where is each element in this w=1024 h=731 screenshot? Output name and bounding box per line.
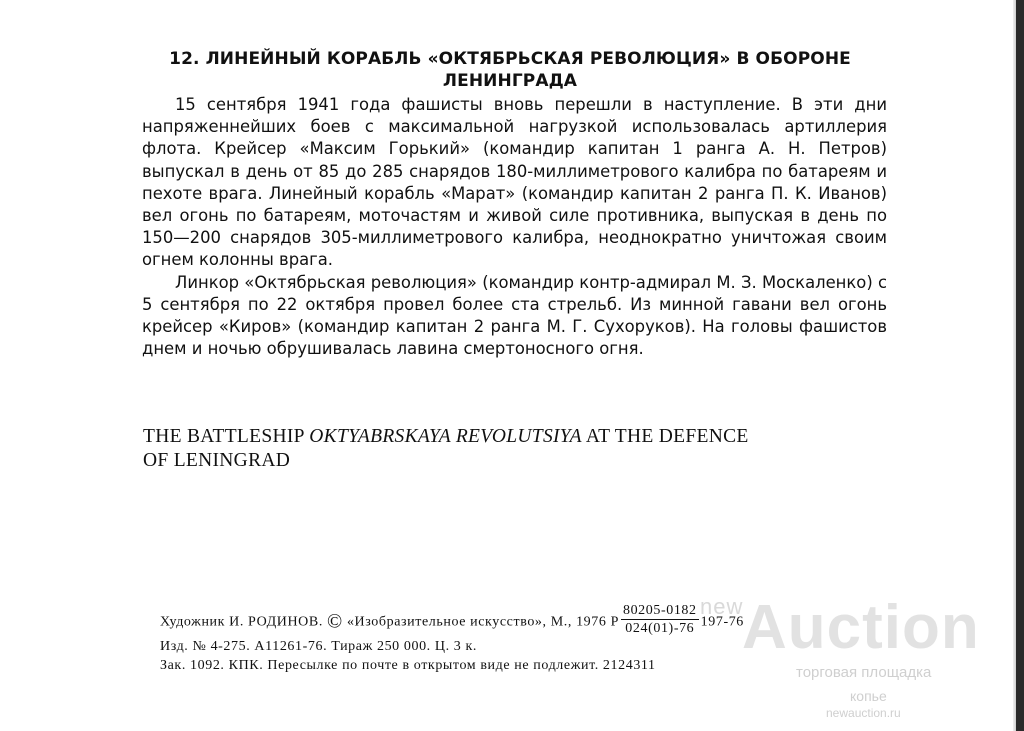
english-title-ship-name: OKTYABRSKAYA REVOLUTSIYA — [309, 426, 582, 447]
watermark-subtitle: торговая площадка — [796, 664, 932, 681]
code-suffix: 197-76 — [700, 614, 744, 630]
english-title-suffix: AT THE DEFENCE — [581, 426, 749, 447]
watermark-url: newauction.ru — [826, 706, 901, 720]
imprint-line-3: Зак. 1092. КПК. Пересылке по почте в открытом виде не подлежит. 2124311 — [160, 658, 656, 673]
document-heading — [150, 48, 870, 92]
publisher: «Изобразительное искусство», М., 1976 Р — [346, 614, 619, 630]
heading-line-1: 12. ЛИНЕЙНЫЙ КОРАБЛЬ «ОКТЯБРЬСКАЯ РЕВОЛЮЦИЯ» В ОБОРОНЕ — [169, 49, 851, 69]
watermark-copy: копье — [850, 688, 887, 704]
body-text — [142, 94, 887, 360]
scan-edge — [1016, 0, 1024, 731]
english-title-line-1 — [143, 425, 903, 449]
imprint-line-2: Изд. № 4-275. А11261-76. Тираж 250 000. Ц. 3 к. — [160, 639, 477, 654]
catalog-fraction — [621, 602, 699, 637]
watermark-new: new — [700, 594, 744, 619]
watermark-auction: Auction — [742, 593, 980, 662]
fraction-denominator: 024(01)-76 — [625, 621, 695, 636]
fraction-numerator: 80205-0182 — [622, 603, 697, 618]
paragraph-2: Линкор «Октябрьская революция» (командир контр-адмирал М. З. Москаленко) с 5 сентября по 22 октября провел более ста стрельб. Из минной гавани вел огонь крейсер «Киров» (командир капитан 2 ранга М. Г. Сухоруков). На головы фашистов днем и ночью обрушивалась лавина смертоносного огня. — [142, 272, 887, 359]
artist-credit: Художник И. РОДИНОВ. — [160, 614, 323, 630]
english-title-prefix: THE BATTLESHIP — [143, 426, 310, 447]
copyright-icon: © — [327, 610, 343, 633]
heading-line-2: ЛЕНИНГРАДА — [442, 71, 578, 91]
english-title-line-2: OF LENINGRAD — [143, 450, 291, 471]
paragraph-1: 15 сентября 1941 года фашисты вновь перешли в наступление. В эти дни напряженнейших боев с максимальной нагрузкой использовалась артиллерия флота. Крейсер «Максим Горький» (командир капитан 1 ранга А. Н. Петров) выпускал в день от 85 до 285 снарядов 180-миллиметрового калибра по батареям и пехоте врага. Линейный корабль «Марат» (командир капитан 2 ранга П. К. Иванов) вел огонь по батареям, моточастям и живой силе противника, выпуская в день по 150—200 снарядов 305-миллиметрового калибра, неоднократно уничтожая своим огнем колонны врага. — [142, 95, 887, 270]
english-title — [143, 425, 903, 473]
